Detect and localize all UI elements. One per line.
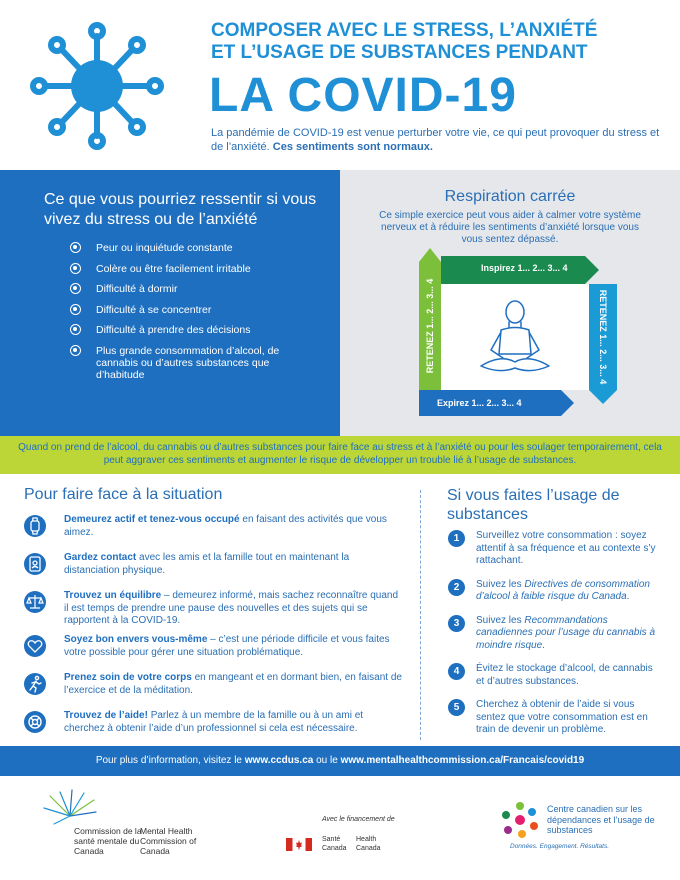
hold-left-bar: RETENEZ 1... 2... 3... 4 <box>419 262 441 390</box>
list-item: 2 Suivez les Directives de consommation d’alcool à faible risque du Canada. <box>448 579 663 604</box>
radio-bullet-icon <box>70 345 81 356</box>
radio-bullet-icon <box>70 304 81 315</box>
step-number-badge: 3 <box>448 615 465 632</box>
step-number-badge: 2 <box>448 579 465 596</box>
coping-list <box>24 514 404 748</box>
radio-bullet-icon <box>70 263 81 274</box>
substances-list <box>448 530 663 748</box>
feelings-panel <box>0 170 340 436</box>
intro-text: La pandémie de COVID-19 est venue perturber votre vie, ce qui peut provoquer du stress et de l’anxiété. Ces sentiments sont normaux. <box>211 127 660 153</box>
mhcc-logo-icon <box>40 788 100 828</box>
health-canada-fr: Santé Canada <box>322 836 347 852</box>
mhcc-name-fr: Commission de la santé mentale du Canada <box>74 826 142 856</box>
coping-title: Pour faire face à la situation <box>24 486 223 503</box>
footer-text: Pour plus d’information, visitez le www.ccdus.ca ou le www.mentalhealthcommission.ca/Francais/covid19 <box>95 755 585 766</box>
warning-text: Quand on prend de l’alcool, du cannabis ou d’autres substances pour faire face au stress et à l’anxiété ou pour les soulager temporairement, cela peut aggraver ces sentiments et augmenter le risque de développer un trouble lié à l’usage de substances. <box>18 442 662 466</box>
lifebuoy-icon <box>24 711 46 733</box>
arrow-right-icon <box>585 256 599 284</box>
column-divider <box>420 490 421 740</box>
list-item: Peur ou inquiétude constante <box>70 242 320 254</box>
radio-bullet-icon <box>70 324 81 335</box>
list-item: Plus grande consommation d’alcool, de cannabis ou d’autres substances que d’habitude <box>70 345 320 381</box>
mhcc-link[interactable]: www.mentalhealthcommission.ca/Francais/covid19 <box>340 755 585 766</box>
list-item: Trouvez de l’aide! Parlez à un membre de la famille ou à un ami et cherchez à obtenir l’aide d’un professionnel si cela est nécessaire. <box>24 710 404 748</box>
hold-right-bar: RETENEZ 1... 2... 3... 4 <box>589 284 617 390</box>
list-item: Demeurez actif et tenez-vous occupé en faisant des activités que vous aimez. <box>24 514 404 552</box>
ccdus-link[interactable]: www.ccdus.ca <box>244 755 314 766</box>
page-subtitle: COMPOSER AVEC LE STRESS, L’ANXIÉTÉ ET L’USAGE DE SUBSTANCES PENDANT <box>211 20 598 63</box>
list-item: Difficulté à prendre des décisions <box>70 324 320 336</box>
ccsa-name: Centre canadien sur les dépendances et l’usage de substances <box>547 804 655 835</box>
list-item: 5 Cherchez à obtenir de l’aide si vous sentez que votre consommation est en train de devenir un problème. <box>448 699 663 737</box>
smartwatch-icon <box>24 515 46 537</box>
list-item: Difficulté à dormir <box>70 283 320 295</box>
step-number-badge: 4 <box>448 663 465 680</box>
meditation-area <box>441 284 589 390</box>
arrow-down-icon <box>589 390 617 404</box>
health-canada-en: Health Canada <box>356 836 381 852</box>
heart-icon <box>24 635 46 657</box>
inhale-bar: Inspirez 1... 2... 3... 4 <box>441 256 585 284</box>
list-item: Prenez soin de votre corps en mangeant et en dormant bien, en faisant de l’exercice et de la méditation. <box>24 672 404 710</box>
list-item: Colère ou être facilement irritable <box>70 263 320 275</box>
substances-title: Si vous faites l’usage de substances <box>447 487 620 523</box>
feelings-title: Ce que vous pourriez ressentir si vous vivez du stress ou de l’anxiété <box>44 191 317 228</box>
box-breathing-diagram <box>419 256 617 416</box>
step-number-badge: 1 <box>448 530 465 547</box>
list-item: Trouvez un équilibre – demeurez informé, mais sachez reconnaître quand il est temps de prendre une pause des nouvelles et des sujets qui se rapportent à la COVID-19. <box>24 590 404 634</box>
funding-label: Avec le financement de <box>322 816 395 823</box>
list-item: 3 Suivez les Recommandations canadiennes pour l’usage du cannabis à moindre risque. <box>448 615 663 653</box>
balance-scale-icon <box>24 591 46 613</box>
ccsa-logo-icon <box>500 800 540 840</box>
radio-bullet-icon <box>70 283 81 294</box>
mhcc-name-en: Mental Health Commission of Canada <box>140 826 197 856</box>
runner-icon <box>24 673 46 695</box>
exhale-bar: Expirez 1... 2... 3... 4 <box>419 390 561 416</box>
step-number-badge: 5 <box>448 699 465 716</box>
page-title: LA COVID-19 <box>209 69 517 122</box>
arrow-up-icon <box>419 248 441 262</box>
arrow-right-icon <box>561 390 574 416</box>
breathing-title: Respiration carrée <box>444 188 576 205</box>
canada-flag-icon <box>286 838 312 851</box>
list-item: 4 Évitez le stockage d’alcool, de cannabis et d’autres substances. <box>448 663 663 688</box>
meditating-person-icon <box>471 292 559 382</box>
list-item: Difficulté à se concentrer <box>70 304 320 316</box>
breathing-panel <box>340 170 680 436</box>
warning-band <box>0 436 680 474</box>
list-item: Gardez contact avec les amis et la famille tout en maintenant la distanciation physique. <box>24 552 404 590</box>
footer-band <box>0 746 680 776</box>
feelings-list <box>70 242 320 389</box>
phone-contact-icon <box>24 553 46 575</box>
list-item: Soyez bon envers vous-même – c’est une période difficile et vous faites votre possible pour gérer une situation problématique. <box>24 634 404 672</box>
ccsa-tagline: Données. Engagement. Résultats. <box>510 843 610 850</box>
virus-icon <box>22 22 172 150</box>
list-item: 1 Surveillez votre consommation : soyez attentif à sa fréquence et au contexte s’y rattachant. <box>448 530 663 568</box>
breathing-description: Ce simple exercice peut vous aider à calmer votre système nerveux et à réduire les sentiments d’anxiété lorsque vous vous sentez dépassé. <box>379 210 641 245</box>
header <box>0 0 680 170</box>
radio-bullet-icon <box>70 242 81 253</box>
